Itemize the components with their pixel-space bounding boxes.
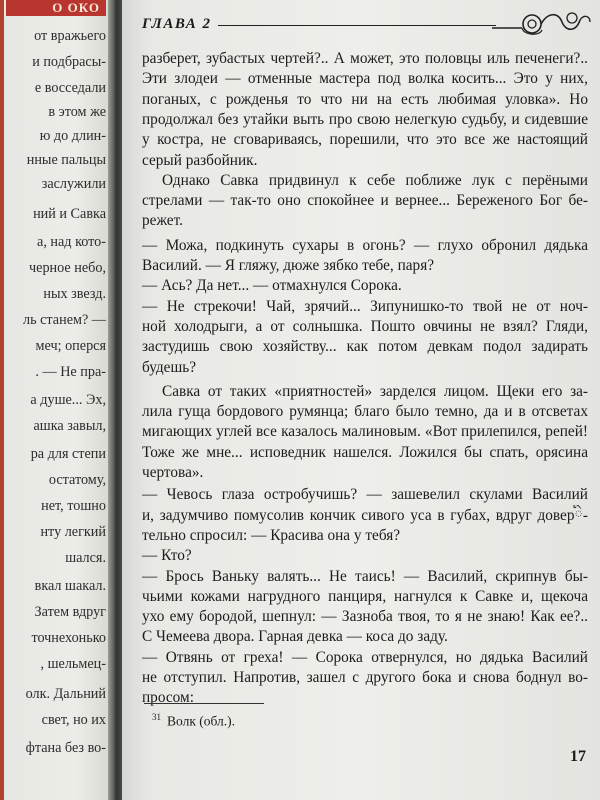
footnote-number: 31 — [152, 712, 161, 722]
body-line: серый разбойник. — [142, 151, 258, 169]
left-page-line: точнехонько — [31, 630, 106, 646]
body-line: Эти злодеи — отменные мастера под волка косить... Это у них, — [142, 70, 588, 88]
left-page-line: свет, но их — [41, 712, 106, 728]
body-line: поганых, с рожденья то что ни на есть любимая уловка». Но — [142, 90, 588, 108]
left-page-line: черное небо, — [29, 260, 106, 276]
left-page-line: ных звезд. — [43, 286, 106, 302]
body-line: продолжал без утайки выть про свою нелегкую судьбу, и сидевшие — [142, 110, 588, 128]
footnote — [152, 712, 235, 730]
left-page-edge-band — [0, 0, 4, 800]
left-page-line: , шельмец- — [40, 656, 106, 672]
left-page-line: ю до длин- — [39, 128, 106, 144]
body-line: тельно спросил: — Красива она у тебя? — [142, 526, 401, 544]
body-line: — Ась? Да нет... — отмахнулся Сорока. — [142, 277, 402, 295]
left-page-line: нет, тошно — [41, 498, 106, 514]
body-line: у костра, не сговариваясь, порешили, что это все же настоящий — [142, 131, 588, 149]
left-facing-page — [0, 0, 108, 800]
footnote-rule — [144, 703, 264, 704]
body-line: — Отвянь от греха! — Сорока отвернулся, но дядька Василий — [142, 648, 588, 666]
left-page-line: и подбрасы- — [32, 54, 106, 70]
body-line: — Чевось глаза остробучишь? — зашевелил скулами Василий — [142, 486, 588, 504]
left-page-line: ль станем? — — [23, 312, 106, 328]
body-line: чертова». — [142, 464, 204, 481]
left-page-line: олк. Дальний — [25, 686, 106, 702]
body-line: стрелами — так-то оно спокойнее и вернее... Береженого Бог бе- — [142, 192, 588, 210]
body-line: чьими кожами нагрудного панциря, нагнулся к Савке и, щекоча — [142, 587, 588, 605]
body-line: Однако Савка придвинул к себе поближе лук с перёными — [162, 171, 588, 189]
book-binding-gutter — [108, 0, 122, 800]
left-page-line: остатому, — [48, 472, 106, 488]
left-page-line: шался. — [65, 550, 106, 566]
body-line: ухо ему бородой, шепнул: — Зазноба твоя, то я не знаю! Как ее?.. — [142, 608, 588, 626]
body-line: — Брось Ваньку валять... Не таись! — Василий, скрипнув бы- — [142, 567, 588, 585]
left-page-line: Затем вдруг — [34, 604, 106, 620]
left-page-line: нту легкий — [40, 524, 106, 540]
left-page-header: О ОКО — [6, 0, 106, 16]
body-line: будешь? — [142, 358, 197, 376]
left-page-line: е восседали — [34, 80, 106, 96]
body-line: и, задумчиво помусолив кончик сивого уса в губах, вдруг доверི- — [142, 506, 588, 524]
body-line: лила гуща бордового румянца; благо было темно, да и в отсветах — [142, 403, 588, 421]
header-ornament-icon — [492, 8, 592, 40]
chapter-header — [134, 8, 592, 44]
body-line: — Кто? — [142, 547, 192, 565]
left-page-line: ашка завыл, — [33, 418, 106, 434]
body-line: — Не стрекочи! Чай, зрячий... Зипунишко-то твой не от ноч- — [142, 297, 588, 315]
body-line: С Чемеева двора. Гарная девка — коса до заду. — [142, 628, 448, 646]
left-page-line: в этом же — [48, 104, 106, 120]
left-page-line: от вражьего — [34, 28, 106, 44]
left-page-line: а душе... Эх, — [30, 392, 106, 408]
left-page-line: нные пальцы — [26, 152, 106, 168]
header-rule — [218, 25, 496, 26]
chapter-title: ГЛАВА 2 — [142, 16, 212, 32]
body-line: ной холодрыги, а от солнышка. Пошто овчины не взял? Гляди, — [142, 317, 588, 335]
body-line: режет. — [142, 212, 183, 230]
left-page-line: ний и Савка — [33, 206, 106, 222]
left-page-line: ра для степи — [30, 446, 106, 462]
left-page-line: фтана без во- — [25, 740, 106, 756]
body-line: просом: — [142, 689, 194, 707]
body-line: не отступил. Напротив, зашел с другого бока и снова боднул во- — [142, 669, 588, 686]
right-page — [122, 0, 600, 800]
page-number: 17 — [570, 748, 586, 765]
footnote-text: Волк (обл.). — [167, 713, 236, 729]
body-line: Тоже же мне... исповедник нашелся. Ложился бы спать, орясина — [142, 443, 588, 461]
left-page-line: а, над кото- — [37, 234, 106, 250]
body-line: застудишь свою хозяйству... как потом девкам подол задирать — [142, 338, 588, 356]
left-page-line: заслужили — [41, 176, 106, 192]
left-page-line: . — Не пра- — [35, 364, 106, 380]
body-line: разберет, зубастых чертей?.. А может, это половцы иль печенеги?.. — [142, 50, 588, 67]
left-page-line: меч; оперся — [35, 338, 106, 354]
left-page-line: вкал шакал. — [34, 578, 106, 594]
body-line: — Можа, подкинуть сухары в огонь? — глухо обронил дядька — [142, 236, 588, 254]
body-line: Савка от таких «приятностей» зарделся лицом. Щеки его за- — [162, 382, 588, 400]
body-line: мигающих углей все казалось малиновым. «Вот прилепился, репей! — [142, 423, 588, 441]
body-line: Василий. — Я гляжу, дюже зябко тебе, паря? — [142, 257, 435, 274]
